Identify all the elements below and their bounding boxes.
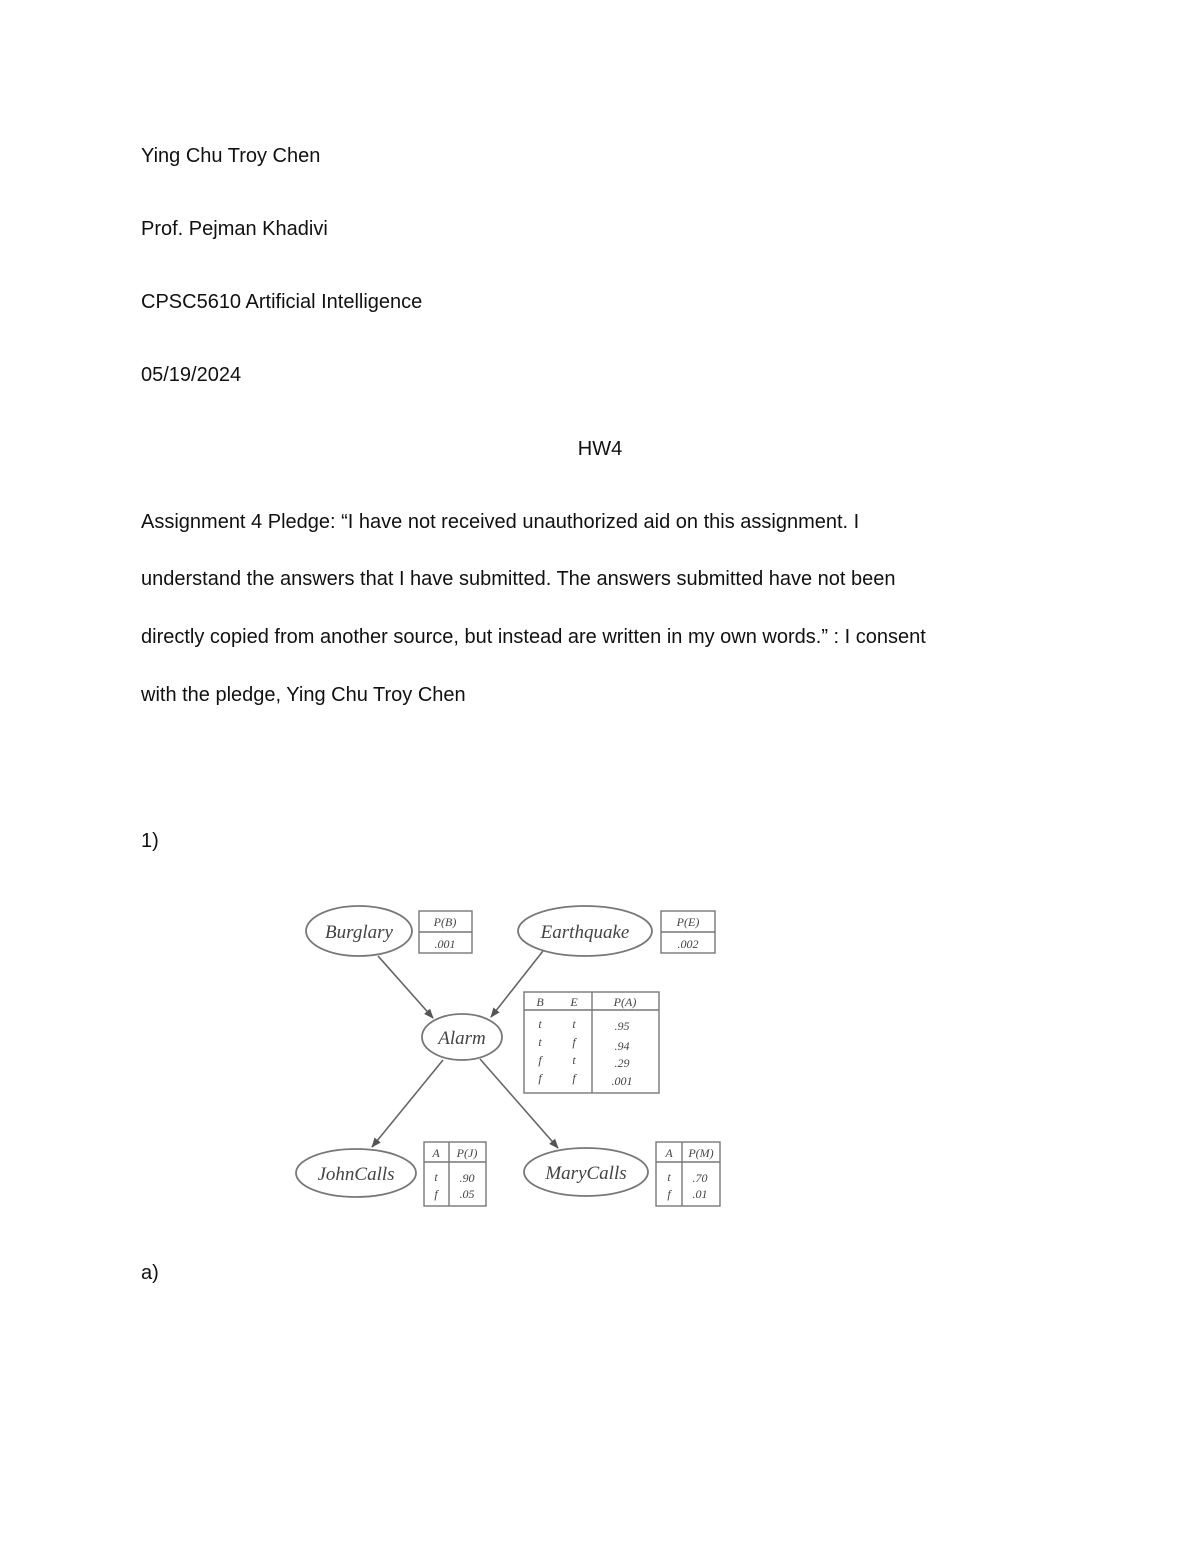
edge-burglary-alarm: [378, 956, 433, 1018]
pledge-line: Assignment 4 Pledge: “I have not received unauthorized aid on this assignment. I: [141, 511, 860, 533]
node-earthquake-label: Earthquake: [540, 922, 630, 943]
cpt-john-cell: f: [434, 1187, 438, 1201]
cpt-alarm-header-p: P(A): [613, 995, 637, 1009]
page-title: HW4: [577, 438, 623, 460]
node-marycalls-label: MaryCalls: [545, 1163, 627, 1184]
cpt-mary-header-p: P(M): [688, 1146, 714, 1160]
node-alarm-label: Alarm: [438, 1028, 486, 1049]
cpt-john-cell: .05: [459, 1187, 475, 1201]
cpt-alarm-cell: t: [572, 1053, 576, 1067]
edge-alarm-marycalls: [480, 1059, 558, 1148]
cpt-earthquake-value: .002: [677, 937, 699, 951]
cpt-john-cell: t: [434, 1170, 438, 1184]
node-burglary-label: Burglary: [325, 922, 393, 943]
date: 05/19/2024: [141, 364, 242, 386]
professor-name: Prof. Pejman Khadivi: [141, 218, 328, 240]
edge-alarm-johncalls: [372, 1060, 443, 1147]
pledge-line: with the pledge, Ying Chu Troy Chen: [141, 684, 466, 706]
cpt-alarm-header-e: E: [570, 995, 578, 1009]
cpt-alarm-cell: t: [538, 1017, 542, 1031]
sub-question-label: a): [141, 1262, 159, 1284]
cpt-alarm-cell: t: [538, 1035, 542, 1049]
cpt-alarm-cell: .94: [614, 1039, 630, 1053]
pledge-line: understand the answers that I have submitted. The answers submitted have not been: [141, 568, 896, 590]
cpt-burglary-header: P(B): [433, 915, 457, 929]
cpt-alarm-cell: f: [572, 1071, 576, 1085]
question-label: 1): [141, 830, 159, 852]
edge-earthquake-alarm: [491, 951, 543, 1017]
bayesian-network-diagram: [290, 900, 730, 1220]
cpt-alarm-cell: f: [572, 1035, 576, 1049]
cpt-mary-cell: t: [667, 1170, 671, 1184]
pledge-line: directly copied from another source, but instead are written in my own words.” : I consent: [141, 626, 926, 648]
cpt-mary-cell: .01: [692, 1187, 708, 1201]
node-johncalls-label: JohnCalls: [317, 1164, 395, 1185]
cpt-john-cell: .90: [459, 1171, 475, 1185]
cpt-alarm-cell: .95: [614, 1019, 630, 1033]
cpt-alarm-cell: f: [538, 1071, 542, 1085]
cpt-alarm-cell: t: [572, 1017, 576, 1031]
cpt-alarm-header-b: B: [536, 995, 544, 1009]
cpt-mary-cell: f: [667, 1187, 671, 1201]
cpt-john-header-p: P(J): [456, 1146, 478, 1160]
cpt-alarm-cell: f: [538, 1053, 542, 1067]
cpt-earthquake-header: P(E): [676, 915, 700, 929]
cpt-burglary-value: .001: [434, 937, 456, 951]
cpt-alarm-cell: .29: [614, 1056, 630, 1070]
cpt-mary-header-a: A: [665, 1146, 673, 1160]
cpt-mary-cell: .70: [692, 1171, 708, 1185]
author-name: Ying Chu Troy Chen: [141, 145, 321, 167]
course-name: CPSC5610 Artificial Intelligence: [141, 291, 423, 313]
cpt-john-header-a: A: [432, 1146, 440, 1160]
cpt-alarm-cell: .001: [611, 1074, 633, 1088]
